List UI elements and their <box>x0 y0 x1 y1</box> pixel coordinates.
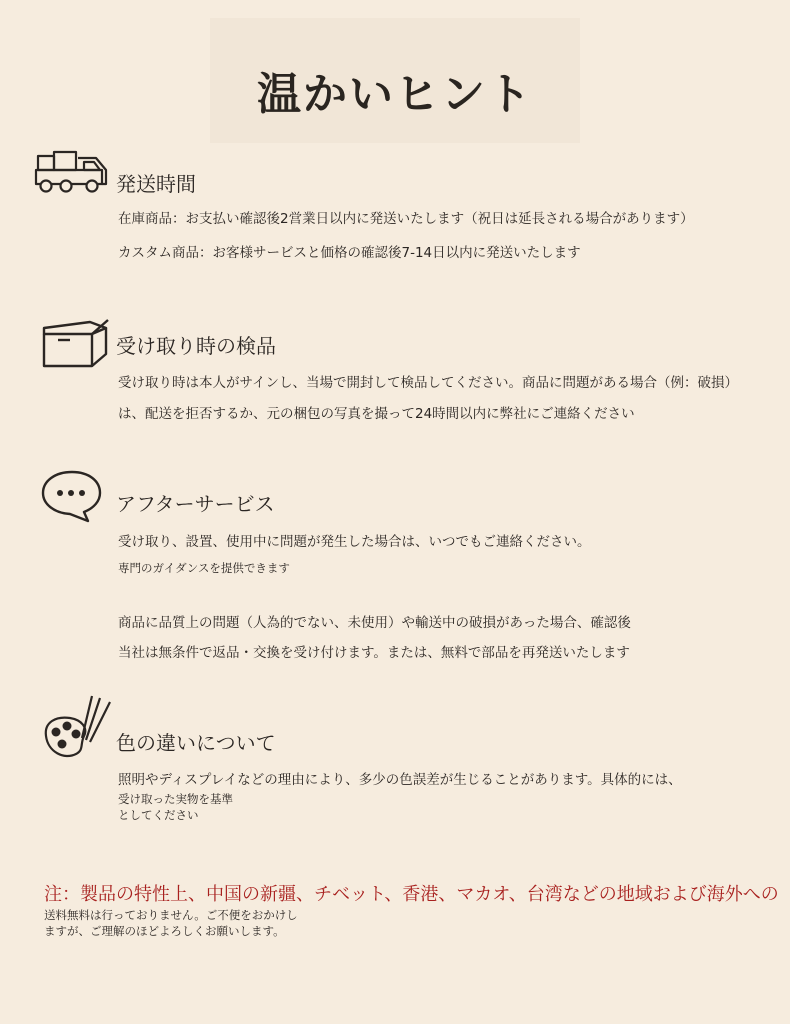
color-line-3: としてください <box>118 808 199 822</box>
after-service-line-2: 専門のガイダンスを提供できます <box>118 561 290 575</box>
shipping-note-line-1: 送料無料は行っておりません。ご不便をおかけし <box>44 908 298 922</box>
shipping-line-1: 在庫商品：お支払い確認後2営業日以内に発送いたします（祝日は延長される場合があります） <box>118 211 694 227</box>
page-title: 温かいヒント <box>257 69 533 120</box>
inspection-line-2: は、配送を拒否するか、元の梱包の写真を撮って24時間以内に弊社にご連絡ください <box>118 406 635 422</box>
shipping-note-headline: 注：製品の特性上、中国の新疆、チベット、香港、マカオ、台湾などの地域および海外への <box>44 884 779 905</box>
package-box-icon <box>40 314 112 370</box>
shipping-line-2: カスタム商品：お客様サービスと価格の確認後7-14日以内に発送いたします <box>118 245 581 261</box>
after-service-line-3: 商品に品質上の問題（人為的でない、未使用）や輸送中の破損があった場合、確認後 <box>118 615 631 631</box>
color-line-2: 受け取った実物を基準 <box>118 792 233 806</box>
inspection-line-1: 受け取り時は本人がサインし、当場で開封して検品してください。商品に問題がある場合（例：破損） <box>118 375 739 391</box>
delivery-truck-icon <box>34 150 114 196</box>
shipping-note-line-2: ますが、ご理解のほどよろしくお願いします。 <box>44 924 285 938</box>
section-heading-shipping: 発送時間 <box>116 172 196 196</box>
after-service-line-4: 当社は無条件で返品・交換を受け付けます。または、無料で部品を再発送いたします <box>118 645 630 661</box>
color-line-1: 照明やディスプレイなどの理由により、多少の色誤差が生じることがあります。具体的には、 <box>118 772 682 788</box>
paint-palette-icon <box>40 692 114 762</box>
section-heading-inspection: 受け取り時の検品 <box>116 334 276 358</box>
after-service-line-1: 受け取り、設置、使用中に問題が発生した場合は、いつでもご連絡ください。 <box>118 534 591 550</box>
section-heading-color: 色の違いについて <box>116 731 276 755</box>
section-heading-after-service: アフターサービス <box>116 492 275 516</box>
speech-bubble-icon <box>40 468 104 524</box>
